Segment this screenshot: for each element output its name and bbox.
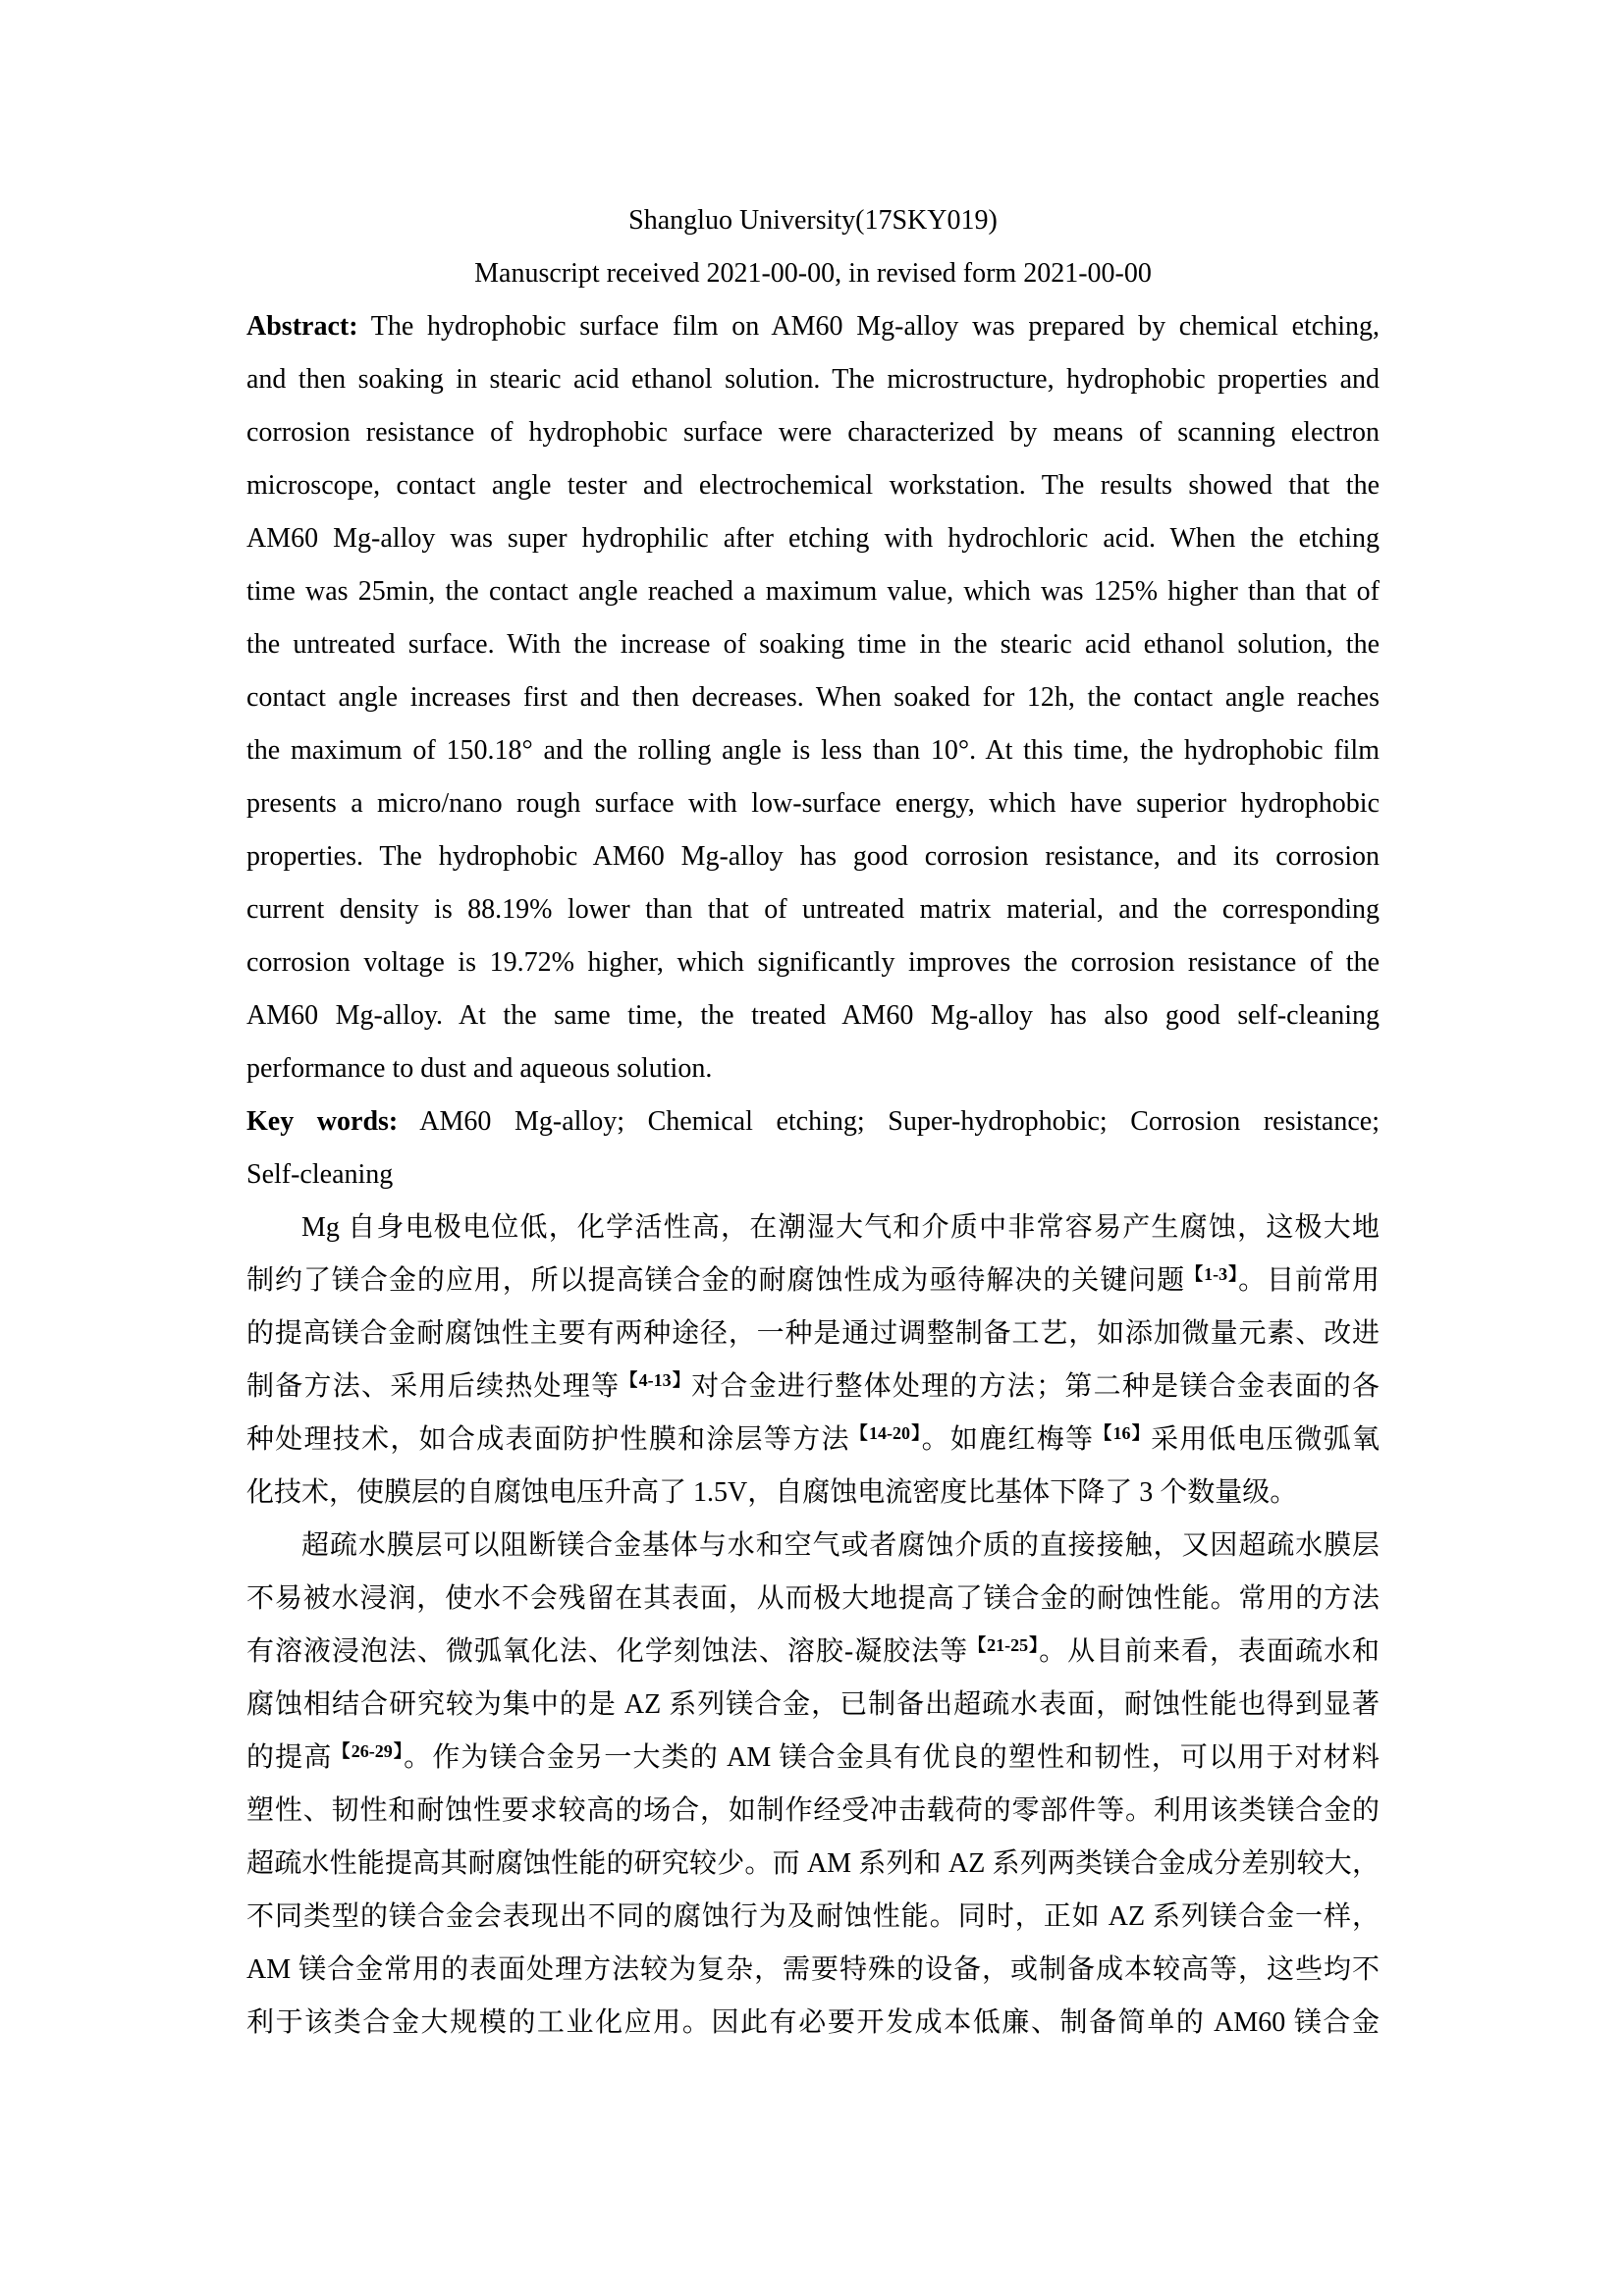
- citation-ref: 【4-13】: [620, 1370, 692, 1390]
- cn-paragraph2-line: 腐蚀相结合研究较为集中的是 AZ 系列镁合金，已制备出超疏水表面，耐蚀性能也得到显著: [246, 1689, 1380, 1720]
- abstract-line: and then soaking in stearic acid ethanol solution. The microstructure, hydrophobic properties and: [246, 364, 1380, 395]
- abstract-line: presents a micro/nano rough surface with low-surface energy, which have superior hydrophobic: [246, 788, 1380, 819]
- cn-paragraph2-line: 利于该类合金大规模的工业化应用。因此有必要开发成本低廉、制备简单的 AM60 镁合金: [246, 2007, 1380, 2038]
- text-segment: 对合金进行整体处理的方法；第二种是镁合金表面的各: [691, 1371, 1380, 1402]
- abstract-line: current density is 88.19% lower than that of untreated matrix material, and the corresponding: [246, 894, 1380, 925]
- abstract-line: AM60 Mg-alloy was super hydrophilic after etching with hydrochloric acid. When the etching: [246, 523, 1380, 554]
- citation-ref: 【26-29】: [332, 1741, 405, 1761]
- abstract-line: microscope, contact angle tester and electrochemical workstation. The results showed that the: [246, 470, 1380, 501]
- text-segment: 采用低电压微弧氧: [1151, 1424, 1380, 1455]
- text-segment: 的提高: [246, 1742, 333, 1773]
- cn-paragraph2-line: 不同类型的镁合金会表现出不同的腐蚀行为及耐蚀性能。同时，正如 AZ 系列镁合金一样，: [246, 1901, 1380, 1932]
- keywords-label: Key words:: [246, 1106, 399, 1137]
- abstract-line: corrosion voltage is 19.72% higher, which significantly improves the corrosion resistance of the: [246, 947, 1380, 978]
- cn-paragraph2-line: AM 镁合金常用的表面处理方法较为复杂，需要特殊的设备，或制备成本较高等，这些均不: [246, 1954, 1380, 1985]
- cn-paragraph2-line: [246, 1626, 1380, 1679]
- text-segment: 种处理技术，如合成表面防护性膜和涂层等方法: [246, 1424, 850, 1455]
- abstract-line: contact angle increases first and then decreases. When soaked for 12h, the contact angle reaches: [246, 682, 1380, 713]
- keywords-line: [246, 1095, 1380, 1148]
- abstract-line: [246, 300, 1380, 353]
- text-segment: 。如鹿红梅等: [921, 1424, 1095, 1455]
- citation-ref: 【14-20】: [849, 1423, 922, 1443]
- cn-paragraph1-line: [246, 1361, 1380, 1414]
- cn-paragraph1-line: [246, 1255, 1380, 1308]
- text-segment: 有溶液浸泡法、微弧氧化法、化学刻蚀法、溶胶-凝胶法等: [246, 1636, 969, 1667]
- abstract-line: corrosion resistance of hydrophobic surface were characterized by means of scanning electron: [246, 417, 1380, 448]
- text-segment: 制约了镁合金的应用，所以提高镁合金的耐腐蚀性成为亟待解决的关键问题: [246, 1265, 1186, 1296]
- received-date-line: Manuscript received 2021-00-00, in revised form 2021-00-00: [474, 258, 1152, 289]
- cn-paragraph1-line: 的提高镁合金耐腐蚀性主要有两种途径，一种是通过调整制备工艺，如添加微量元素、改进: [246, 1318, 1380, 1349]
- affiliation-line: Shangluo University(17SKY019): [628, 205, 998, 236]
- abstract-line: performance to dust and aqueous solution.: [246, 1053, 713, 1084]
- citation-ref: 【21-25】: [968, 1635, 1040, 1655]
- abstract-text-segment: The hydrophobic surface film on AM60 Mg-alloy was prepared by chemical etching,: [357, 311, 1380, 342]
- abstract-line: the untreated surface. With the increase of soaking time in the stearic acid ethanol solution, the: [246, 629, 1380, 660]
- cn-paragraph1-line: 化技术，使膜层的自腐蚀电压升高了 1.5V，自腐蚀电流密度比基体下降了 3 个数量级。: [246, 1477, 1298, 1508]
- keywords-line: Self-cleaning: [246, 1159, 394, 1190]
- page-content: [246, 194, 1380, 2050]
- abstract-line: the maximum of 150.18° and the rolling angle is less than 10°. At this time, the hydrophobic film: [246, 735, 1380, 766]
- keywords-text-segment: AM60 Mg-alloy; Chemical etching; Super-hydrophobic; Corrosion resistance;: [398, 1106, 1380, 1137]
- citation-ref: 【1-3】: [1185, 1264, 1239, 1284]
- cn-paragraph2-line: 塑性、韧性和耐蚀性要求较高的场合，如制作经受冲击载荷的零部件等。利用该类镁合金的: [246, 1795, 1380, 1826]
- cn-paragraph1-line: [246, 1414, 1380, 1467]
- text-segment: 。目前常用: [1238, 1265, 1380, 1296]
- abstract-line: AM60 Mg-alloy. At the same time, the treated AM60 Mg-alloy has also good self-cleaning: [246, 1000, 1380, 1031]
- cn-paragraph1-line: Mg 自身电极电位低，化学活性高，在潮湿大气和介质中非常容易产生腐蚀，这极大地: [301, 1212, 1380, 1243]
- citation-ref: 【16】: [1094, 1423, 1152, 1443]
- abstract-line: time was 25min, the contact angle reached a maximum value, which was 125% higher than that of: [246, 576, 1380, 607]
- abstract-line: properties. The hydrophobic AM60 Mg-alloy has good corrosion resistance, and its corrosion: [246, 841, 1380, 872]
- cn-paragraph2-line: 超疏水性能提高其耐腐蚀性能的研究较少。而 AM 系列和 AZ 系列两类镁合金成分差别较大，: [246, 1848, 1380, 1879]
- text-segment: 。作为镁合金另一大类的 AM 镁合金具有优良的塑性和韧性，可以用于对材料: [404, 1742, 1380, 1773]
- cn-paragraph2-line: [246, 1732, 1380, 1785]
- text-segment: 。从目前来看，表面疏水和: [1039, 1636, 1380, 1667]
- text-segment: 制备方法、采用后续热处理等: [246, 1371, 621, 1402]
- cn-paragraph2-line: 超疏水膜层可以阻断镁合金基体与水和空气或者腐蚀介质的直接接触，又因超疏水膜层: [301, 1530, 1380, 1561]
- abstract-label: Abstract:: [246, 311, 358, 342]
- cn-paragraph2-line: 不易被水浸润，使水不会残留在其表面，从而极大地提高了镁合金的耐蚀性能。常用的方法: [246, 1583, 1380, 1614]
